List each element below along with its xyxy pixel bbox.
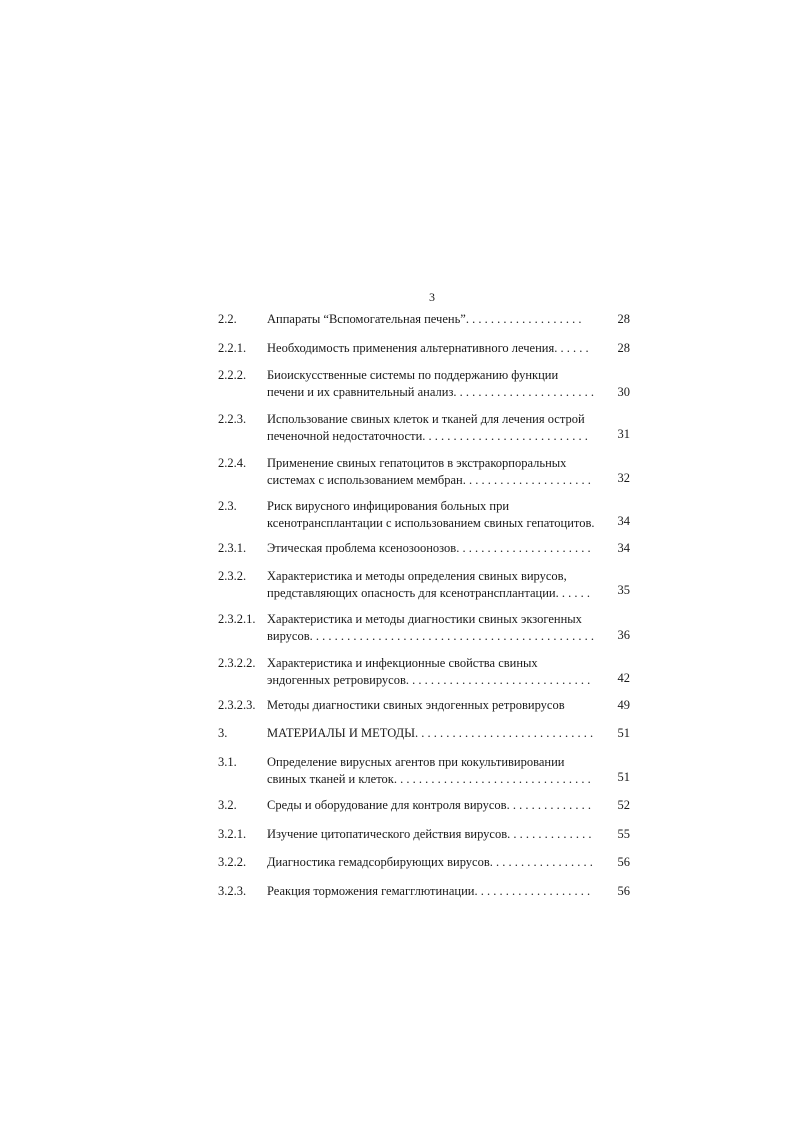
- toc-title: [267, 655, 597, 689]
- toc-title: [267, 411, 597, 445]
- toc-title-line: печени и их сравнительный анализ. . . . . . . . . . . . . . . . . . . . . . .: [267, 385, 595, 399]
- toc-title-line: Методы диагностики свиных эндогенных ретровирусов: [267, 698, 565, 712]
- toc-title: [267, 455, 597, 489]
- toc-section-number: 2.3.2.2.: [218, 656, 256, 670]
- toc-title-line: Реакция торможения гемагглютинации. . . . . . . . . . . . . . . . . . .: [267, 884, 591, 898]
- toc-title-line: Биоискусственные системы по поддержанию функции: [267, 368, 559, 382]
- toc-section-number: 2.2.: [218, 312, 237, 326]
- toc-title: [267, 797, 597, 814]
- toc-section-number: 2.2.4.: [218, 456, 247, 470]
- toc-title: [267, 854, 597, 871]
- toc-page-number: 52: [617, 798, 630, 812]
- toc-page-number: 32: [617, 471, 630, 485]
- toc-page-number: 30: [617, 385, 630, 399]
- toc-section-number: 2.3.1.: [218, 541, 247, 555]
- page-number: 3: [429, 290, 435, 304]
- toc-title-line: Диагностика гемадсорбирующих вирусов. . . . . . . . . . . . . . . . .: [267, 855, 593, 869]
- toc-title-line: Определение вирусных агентов при кокультивировании: [267, 755, 565, 769]
- toc-section-number: 3.2.1.: [218, 827, 247, 841]
- toc-title-line: представляющих опасность для ксенотрансплантации. . . . . .: [267, 586, 590, 600]
- toc-page-number: 36: [617, 628, 630, 642]
- toc-section-number: 3.1.: [218, 755, 237, 769]
- toc-title-line: Риск вирусного инфицирования больных при: [267, 499, 510, 513]
- toc-title-line: Среды и оборудование для контроля вирусов. . . . . . . . . . . . . .: [267, 798, 591, 812]
- toc-section-number: 3.2.2.: [218, 855, 247, 869]
- toc-title-line: ксенотрансплантации с использованием свиных гепатоцитов.: [267, 516, 595, 530]
- toc-page-number: 55: [617, 827, 630, 841]
- toc-title-line: Характеристика и инфекционные свойства свиных: [267, 656, 538, 670]
- toc-title-line: Характеристика и методы определения свиных вирусов,: [267, 569, 567, 583]
- toc-title-line: свиных тканей и клеток. . . . . . . . . . . . . . . . . . . . . . . . . . . . . . . .: [267, 772, 591, 786]
- toc-title-line: печеночной недостаточности. . . . . . . . . . . . . . . . . . . . . . . . . . .: [267, 429, 588, 443]
- toc-title: [267, 725, 597, 742]
- toc-title-line: Изучение цитопатического действия вирусов. . . . . . . . . . . . . .: [267, 827, 592, 841]
- toc-page-number: 42: [617, 671, 630, 685]
- toc-title: [267, 568, 597, 602]
- toc-section-number: 3.: [218, 726, 228, 740]
- table-of-contents: [0, 311, 795, 911]
- toc-title-line: Этическая проблема ксенозоонозов. . . . . . . . . . . . . . . . . . . . . .: [267, 541, 591, 555]
- toc-page-number: 34: [617, 514, 630, 528]
- toc-title-line: Характеристика и методы диагностики свиных экзогенных: [267, 612, 582, 626]
- toc-page-number: 56: [617, 884, 630, 898]
- toc-page-number: 31: [617, 427, 630, 441]
- toc-page-number: 28: [617, 341, 630, 355]
- toc-title: [267, 540, 597, 557]
- toc-title-line: эндогенных ретровирусов. . . . . . . . . . . . . . . . . . . . . . . . . . . . . .: [267, 673, 591, 687]
- toc-section-number: 2.2.3.: [218, 412, 247, 426]
- toc-title: [267, 883, 597, 900]
- toc-page-number: 34: [617, 541, 630, 555]
- toc-title-line: вирусов. . . . . . . . . . . . . . . . . . . . . . . . . . . . . . . . . . . . . . . . . . . . . .: [267, 629, 595, 643]
- toc-title: [267, 311, 597, 328]
- toc-title-line: Необходимость применения альтернативного лечения. . . . . .: [267, 341, 589, 355]
- toc-title: [267, 697, 597, 714]
- toc-page-number: 35: [617, 583, 630, 597]
- toc-page-number: 51: [617, 770, 630, 784]
- toc-section-number: 2.3.2.: [218, 569, 247, 583]
- toc-page-number: 51: [617, 726, 630, 740]
- toc-title-line: Аппараты “Вспомогательная печень”. . . . . . . . . . . . . . . . . . .: [267, 312, 582, 326]
- toc-title: [267, 826, 597, 843]
- toc-title: [267, 611, 597, 645]
- toc-page-number: 49: [617, 698, 630, 712]
- toc-section-number: 3.2.3.: [218, 884, 247, 898]
- toc-title: [267, 367, 597, 401]
- toc-title-line: Использование свиных клеток и тканей для лечения острой: [267, 412, 585, 426]
- toc-section-number: 2.2.2.: [218, 368, 247, 382]
- toc-section-number: 2.3.: [218, 499, 237, 513]
- toc-section-number: 2.2.1.: [218, 341, 247, 355]
- toc-page-number: 28: [617, 312, 630, 326]
- toc-title: [267, 754, 597, 788]
- toc-title-line: Применение свиных гепатоцитов в экстракорпоральных: [267, 456, 567, 470]
- toc-title: [267, 340, 597, 357]
- toc-section-number: 3.2.: [218, 798, 237, 812]
- toc-title-line: МАТЕРИАЛЫ И МЕТОДЫ. . . . . . . . . . . . . . . . . . . . . . . . . . . . .: [267, 726, 594, 740]
- toc-title-line: системах с использованием мембран. . . . . . . . . . . . . . . . . . . . .: [267, 473, 591, 487]
- toc-section-number: 2.3.2.3.: [218, 698, 256, 712]
- toc-title: [267, 498, 597, 532]
- toc-page-number: 56: [617, 855, 630, 869]
- toc-section-number: 2.3.2.1.: [218, 612, 256, 626]
